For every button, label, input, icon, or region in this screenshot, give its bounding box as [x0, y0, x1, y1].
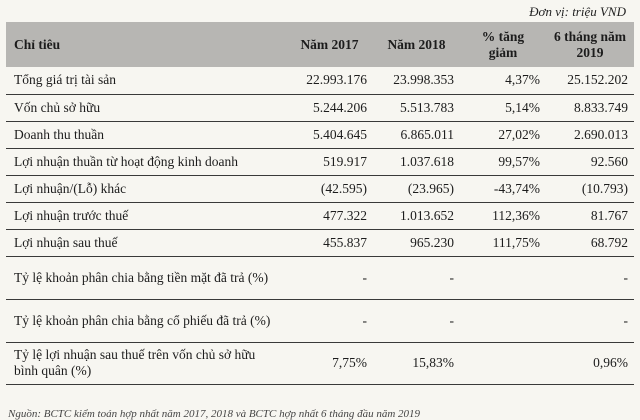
table-row [6, 121, 634, 148]
header-growth: % tăng giảm [481, 28, 525, 60]
cell-growth [460, 256, 546, 299]
source-footnote: Nguồn: BCTC kiểm toán hợp nhất năm 2017, 2018 và BCTC hợp nhất 6 tháng đầu năm 2019 [8, 408, 421, 420]
cell-2018: - [373, 299, 460, 342]
row-label: Doanh thu thuần [6, 121, 286, 148]
cell-6m-2019: 2.690.013 [546, 121, 634, 148]
cell-6m-2019: - [546, 256, 634, 299]
cell-2017: 22.993.176 [286, 67, 373, 94]
row-label: Lợi nhuận/(Lỗ) khác [6, 175, 286, 202]
row-label: Tỷ lệ lợi nhuận sau thuế trên vốn chủ sở hữu bình quân (%) [6, 342, 286, 384]
table-row [6, 299, 634, 342]
cell-2017: 455.837 [286, 229, 373, 256]
cell-6m-2019: 25.152.202 [546, 67, 634, 94]
cell-2017: - [286, 299, 373, 342]
cell-2017: 477.322 [286, 202, 373, 229]
cell-6m-2019: - [546, 299, 634, 342]
cell-growth [460, 342, 546, 384]
header-2017: Năm 2017 [300, 36, 359, 52]
unit-note: Đơn vị: triệu VND [529, 4, 626, 19]
cell-2018: 1.013.652 [373, 202, 460, 229]
header-2018: Năm 2018 [387, 36, 446, 52]
cell-growth: 99,57% [460, 148, 546, 175]
cell-growth: 4,37% [460, 67, 546, 94]
cell-2017: 7,75% [286, 342, 373, 384]
cell-6m-2019: 68.792 [546, 229, 634, 256]
row-label: Tỷ lệ khoản phân chia bằng cổ phiếu đã trả (%) [6, 299, 286, 342]
cell-6m-2019: 8.833.749 [546, 94, 634, 121]
cell-growth [460, 299, 546, 342]
table-row [6, 202, 634, 229]
cell-2018: 965.230 [373, 229, 460, 256]
table-row [6, 94, 634, 121]
table-row [6, 342, 634, 384]
cell-6m-2019: 92.560 [546, 148, 634, 175]
cell-2017: 519.917 [286, 148, 373, 175]
header-label: Chỉ tiêu [14, 36, 61, 52]
cell-2018: - [373, 256, 460, 299]
table-row [6, 229, 634, 256]
table-row [6, 148, 634, 175]
cell-2017: (42.595) [286, 175, 373, 202]
table-row [6, 67, 634, 94]
cell-2018: 6.865.011 [373, 121, 460, 148]
cell-2017: - [286, 256, 373, 299]
cell-2017: 5.404.645 [286, 121, 373, 148]
table-row [6, 256, 634, 299]
cell-growth: 112,36% [460, 202, 546, 229]
cell-growth: -43,74% [460, 175, 546, 202]
row-label: Lợi nhuận sau thuế [6, 229, 286, 256]
row-label: Lợi nhuận trước thuế [6, 202, 286, 229]
financial-table [6, 22, 634, 385]
cell-growth: 5,14% [460, 94, 546, 121]
cell-6m-2019: (10.793) [546, 175, 634, 202]
row-label: Lợi nhuận thuần từ hoạt động kinh doanh [6, 148, 286, 175]
cell-6m-2019: 81.767 [546, 202, 634, 229]
cell-2018: 1.037.618 [373, 148, 460, 175]
cell-growth: 27,02% [460, 121, 546, 148]
cell-growth: 111,75% [460, 229, 546, 256]
cell-2018: 5.513.783 [373, 94, 460, 121]
row-label: Tổng giá trị tài sản [6, 67, 286, 94]
header-6m-2019: 6 tháng năm 2019 [553, 28, 626, 60]
cell-2018: (23.965) [373, 175, 460, 202]
cell-2018: 23.998.353 [373, 67, 460, 94]
table-header-row [6, 22, 634, 67]
cell-6m-2019: 0,96% [546, 342, 634, 384]
table-row [6, 175, 634, 202]
cell-2018: 15,83% [373, 342, 460, 384]
row-label: Vốn chủ sở hữu [6, 94, 286, 121]
cell-2017: 5.244.206 [286, 94, 373, 121]
row-label: Tỷ lệ khoản phân chia bằng tiền mặt đã trả (%) [6, 256, 286, 299]
